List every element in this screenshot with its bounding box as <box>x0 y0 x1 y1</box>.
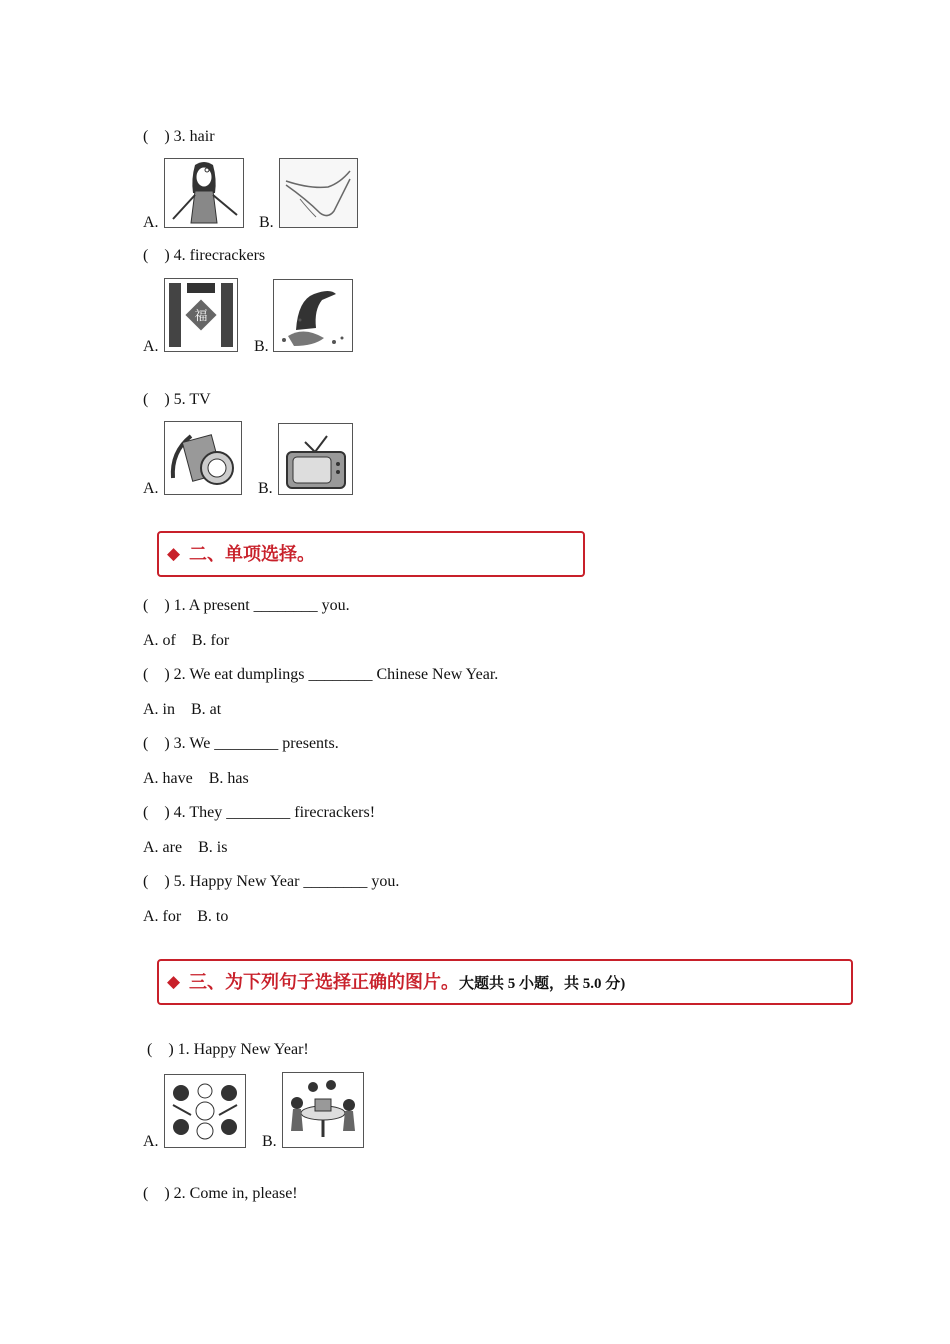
option-a-label: A. <box>143 214 159 231</box>
mc-options-2: A. in B. at <box>143 701 222 718</box>
birthday-party-picture[interactable] <box>282 1072 364 1148</box>
mc-options-5: A. for B. to <box>143 908 229 925</box>
section-3-title <box>189 972 625 995</box>
option-a-label: A. <box>143 480 159 497</box>
question-4-firecrackers: ( ) 4. firecrackers <box>143 247 266 264</box>
question-3-hair: ( ) 3. hair <box>143 128 215 145</box>
mc-question-4: ( ) 4. They ________ firecrackers! <box>143 804 376 821</box>
diamond-icon: ◆ <box>167 544 181 563</box>
option-a-label: A. <box>143 338 159 355</box>
mc-question-1: ( ) 1. A present ________ you. <box>143 597 350 614</box>
option-a-label: A. <box>143 1133 159 1150</box>
mc-options-3: A. have B. has <box>143 770 249 787</box>
option-b-label: B. <box>258 480 273 497</box>
dragon-picture[interactable] <box>273 279 353 352</box>
picture-question-1: ( ) 1. Happy New Year! <box>147 1041 309 1058</box>
mc-options-4: A. are B. is <box>143 839 228 856</box>
girl-picture[interactable] <box>164 158 244 228</box>
picture-question-2: ( ) 2. Come in, please! <box>143 1185 298 1202</box>
mc-question-3: ( ) 3. We ________ presents. <box>143 735 339 752</box>
question-5-tv: ( ) 5. TV <box>143 391 211 408</box>
diamond-icon: ◆ <box>167 972 181 991</box>
section-2-title: 二、单项选择。 <box>189 544 315 565</box>
celebration-picture[interactable] <box>164 1074 246 1148</box>
tv-picture[interactable] <box>278 423 353 495</box>
section-2-header <box>157 531 585 577</box>
option-b-label: B. <box>262 1133 277 1150</box>
feet-picture[interactable] <box>279 158 358 228</box>
svg-text:福: 福 <box>194 309 208 324</box>
section-3-title-text: 三、为下列句子选择正确的图片。 <box>189 972 459 993</box>
option-b-label: B. <box>254 338 269 355</box>
section-3-header <box>157 959 853 1005</box>
couplets-picture[interactable] <box>164 278 238 352</box>
option-b-label: B. <box>259 214 274 231</box>
section-3-note: 大题共 5 小题，共 5.0 分) <box>459 976 626 992</box>
mc-question-5: ( ) 5. Happy New Year ________ you. <box>143 873 400 890</box>
mc-options-1: A. of B. for <box>143 632 230 649</box>
camera-picture[interactable] <box>164 421 242 495</box>
mc-question-2: ( ) 2. We eat dumplings ________ Chinese New Year. <box>143 666 499 683</box>
